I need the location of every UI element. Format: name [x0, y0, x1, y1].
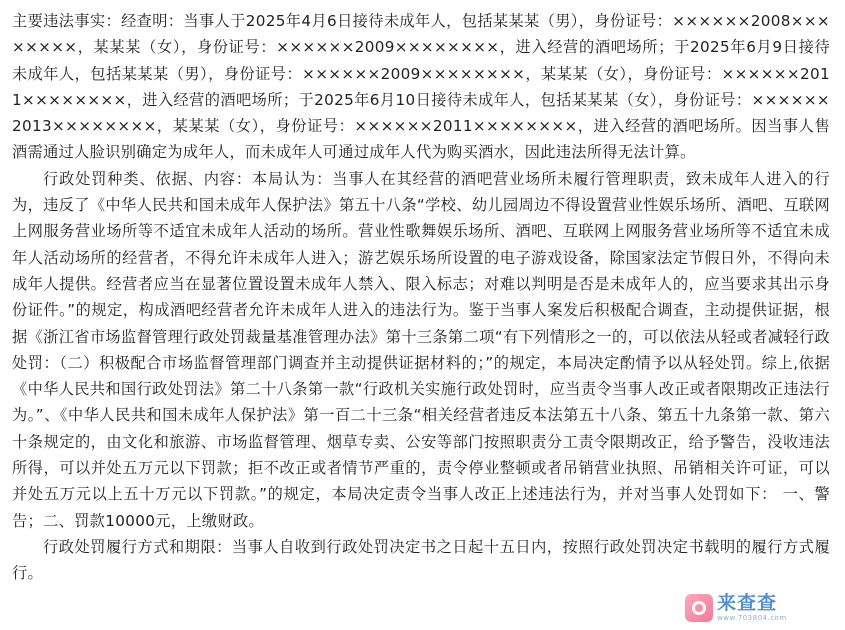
watermark-logo-icon [685, 594, 713, 622]
site-watermark [685, 590, 835, 626]
paragraph-penalty-basis: 行政处罚种类、依据、内容：本局认为：当事人在其经营的酒吧营业场所未履行管理职责，致未成年人进入的行为，违反了《中华人民共和国未成年人保护法》第五十八条“学校、幼儿园周边不得设置营业性娱乐场所、酒吧、互联网上网服务营业场所等不适宜未成年人活动的场所。营业性歌舞娱乐场所、酒吧、互联网上网服务营业场所等不适宜未成年人活动场所的经营者，不得允许未成年人进入；游艺娱乐场所设置的电子游戏设备，除国家法定节假日外，不得向未成年人提供。经营者应当在显著位置设置未成年人禁入、限入标志；对难以判明是否是未成年人的，应当要求其出示身份证件。”的规定，构成酒吧经营者允许未成年人进入的违法行为。鉴于当事人案发后积极配合调查，主动提供证据，根据《浙江省市场监督管理行政处罚裁量基准管理办法》第十三条第二项“有下列情形之一的，可以依法从轻或者减轻行政处罚：（二）积极配合市场监督管理部门调查并主动提供证据材料的；”的规定，本局决定酌情予以从轻处罚。综上,依据《中华人民共和国行政处罚法》第二十八条第一款“行政机关实施行政处罚时，应当责令当事人改正或者限期改正违法行为。”、《中华人民共和国未成年人保护法》第一百二十三条“相关经营者违反本法第五十八条、第五十九条第一款、第六十条规定的，由文化和旅游、市场监督管理、烟草专卖、公安等部门按照职责分工责令限期改正，给予警告，没收违法所得，可以并处五万元以下罚款；拒不改正或者情节严重的，责令停业整顿或者吊销营业执照、吊销相关许可证，可以并处五万元以上五十万元以下罚款。”的规定，本局决定责令当事人改正上述违法行为，并对当事人处罚如下： 一、警告；二、罚款10000元，上缴财政。 [12, 169, 830, 530]
watermark-title: 来查查 [717, 592, 778, 614]
watermark-text [717, 594, 787, 622]
document-body [12, 8, 830, 587]
paragraph-penalty-method: 行政处罚履行方式和期限：当事人自收到行政处罚决定书之日起十五日内，按照行政处罚决定书载明的履行方式履行。 [12, 537, 830, 583]
watermark-url: www.703804.com [717, 614, 787, 622]
paragraph-violation-facts: 主要违法事实：经查明：当事人于2025年4月6日接待未成年人，包括某某某（男），身份证号：××××××2008××××××××，某某某（女），身份证号：××××××2009××××××××，进入经营的酒吧场所；于2025年6月9日接待未成年人，包括某某某（男），身份证号：××××××2009××××××××，某某某（女），身份证号：××××××2011××××××××，进入经营的酒吧场所；于2025年6月10日接待未成年人，包括某某某（女），身份证号：××××××2013××××××××，某某某（女），身份证号：××××××2011××××××××，进入经营的酒吧场所。因当事人售酒需通过人脸识别确定为成年人，而未成年人可通过成年人代为购买酒水，因此违法所得无法计算。 [12, 12, 830, 162]
